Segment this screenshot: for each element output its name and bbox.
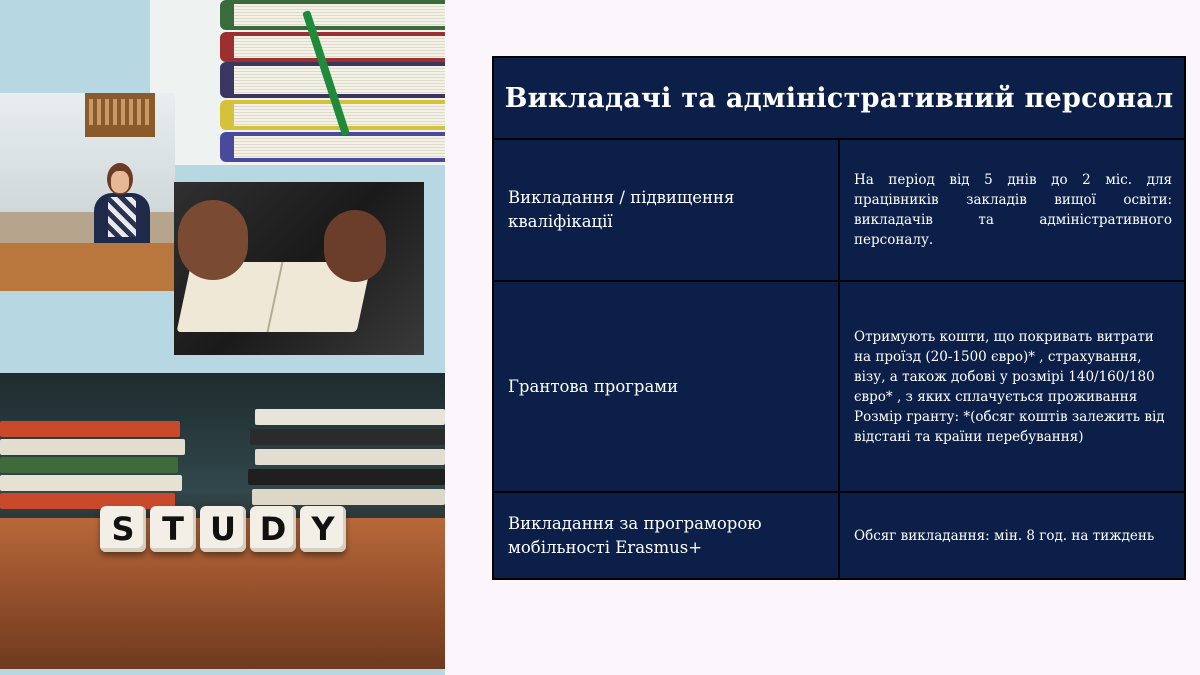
books-photo	[150, 0, 445, 165]
letter-die: S	[100, 506, 146, 552]
letter-die: U	[200, 506, 246, 552]
table-row	[493, 281, 1185, 492]
row-value: Обсяг викладання: мін. 8 год. на тиждень	[839, 492, 1185, 579]
writing-photo	[174, 182, 424, 355]
table-row	[493, 492, 1185, 579]
photo-collage	[0, 0, 445, 675]
row-label: Викладання за програморою мобільності Erasmus+	[493, 492, 839, 579]
student-photo	[0, 93, 175, 291]
letter-die: Y	[300, 506, 346, 552]
row-value: Отримують кошти, що покривать витрати на проїзд (20-1500 євро)* , страхування, візу, а також добові у розмірі 140/160/180 євро* , з яких сплачується проживання Розмір гранту: *(обсяг коштів залежить від відстані та країни перебування)	[839, 281, 1185, 492]
letter-die: T	[150, 506, 196, 552]
table-row	[493, 139, 1185, 281]
row-label: Грантова програми	[493, 281, 839, 492]
table-title: Викладачі та адміністративний персонал	[493, 57, 1185, 139]
study-photo	[0, 373, 445, 669]
study-dice	[100, 506, 346, 552]
row-label: Викладання / підвищення кваліфікації	[493, 139, 839, 281]
row-value: На період від 5 днів до 2 міс. для працівників закладів вищої освіти: викладачів та адміністративного персоналу.	[839, 139, 1185, 281]
letter-die: D	[250, 506, 296, 552]
staff-mobility-table	[492, 56, 1186, 580]
